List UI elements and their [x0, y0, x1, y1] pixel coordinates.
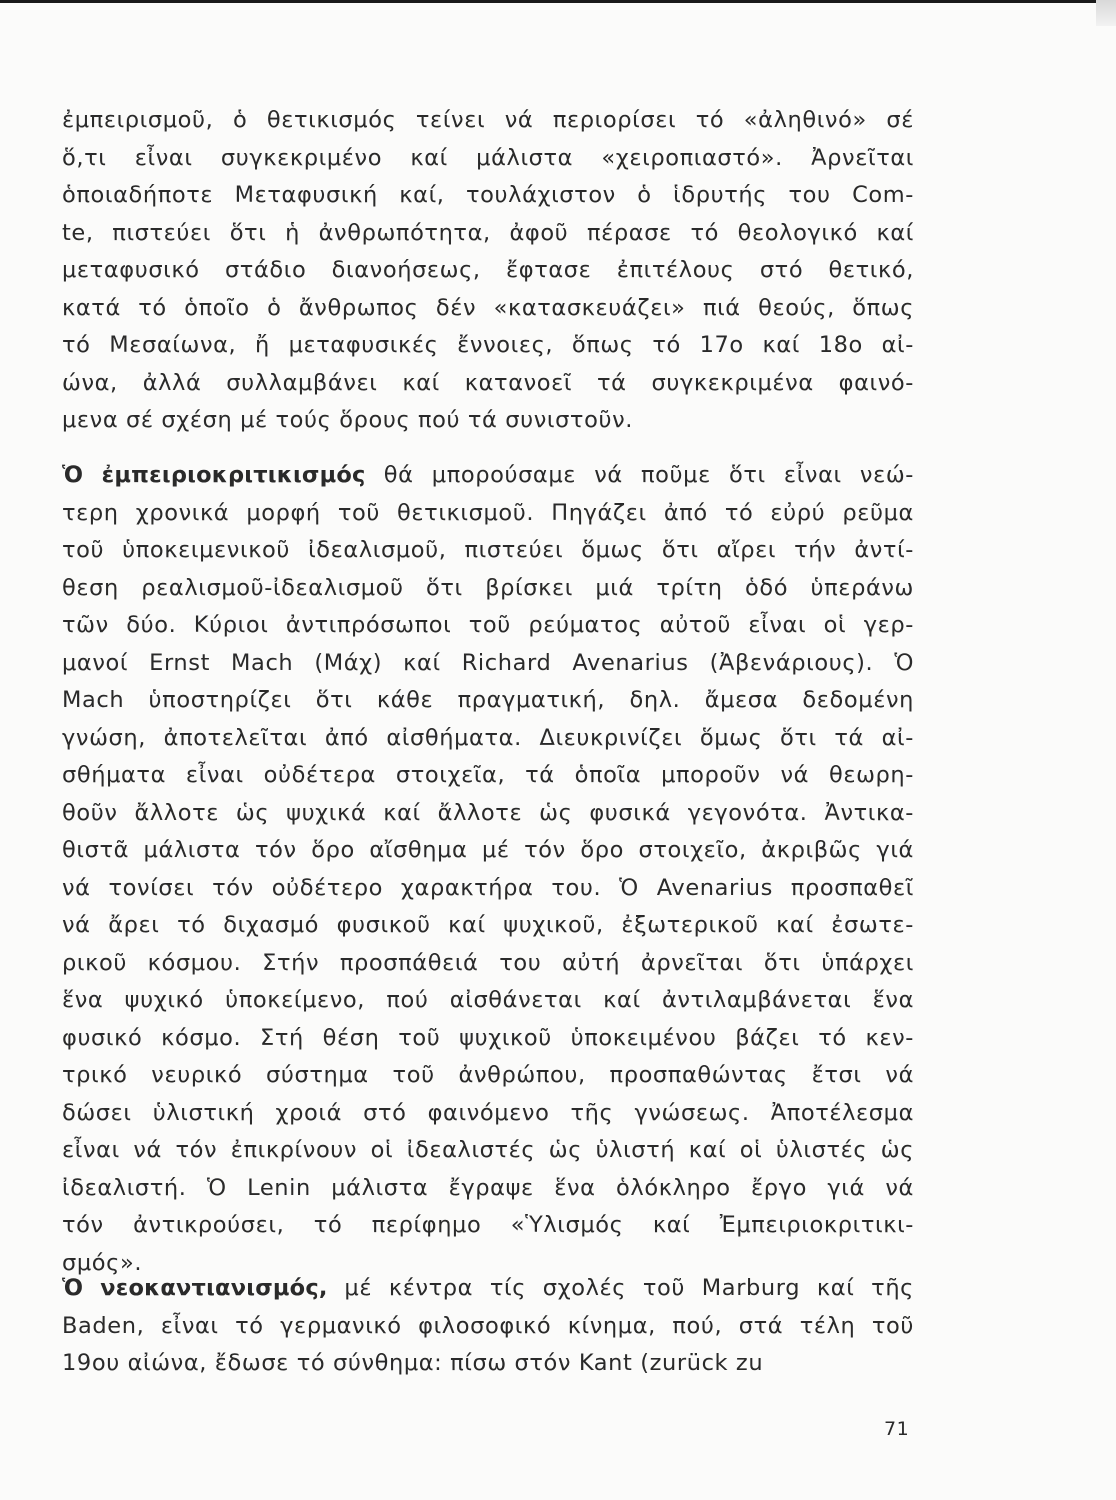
text-line — [62, 1170, 914, 1208]
page-number: 71 — [884, 1418, 910, 1440]
text-line — [62, 570, 914, 608]
text-line — [62, 1345, 914, 1383]
text-line — [62, 402, 914, 440]
line-text: δώσει ὑλιστική χροιά στό φαινόμενο τῆς γνώσεως. Ἀποτέλεσμα — [62, 1099, 914, 1126]
section-heading-term: Ὁ νεοκαντιανισμός, — [62, 1275, 328, 1301]
text-line — [62, 290, 914, 328]
paragraph-empiriocriticism — [62, 457, 914, 1282]
line-text: μεταφυσικό στάδιο διανοήσεως, ἔφτασε ἐπιτέλους στό θετικό, — [62, 257, 914, 283]
line-text: θά μπορούσαμε νά ποῦμε ὅτι εἶναι νεώ- — [365, 462, 915, 488]
line-text: φυσικό κόσμο. Στή θέση τοῦ ψυχικοῦ ὑποκειμένου βάζει τό κεν- — [62, 1024, 914, 1051]
text-line — [62, 327, 914, 365]
line-text: εἶναι νά τόν ἐπικρίνουν οἱ ἰδεαλιστές ὡς ὑλιστή καί οἱ ὑλιστές ὡς — [62, 1137, 914, 1163]
text-line — [62, 532, 914, 570]
text-line — [62, 1095, 914, 1133]
text-line — [62, 945, 914, 983]
line-text: 19ου αἰώνα, ἔδωσε τό σύνθημα: πίσω στόν Kant (zurück zu — [62, 1350, 764, 1376]
line-text: ὅ,τι εἶναι συγκεκριμένο καί μάλιστα «χειροπιαστό». Ἀρνεῖται — [62, 144, 914, 171]
text-line — [62, 102, 914, 140]
line-text: τερη χρονικά μορφή τοῦ θετικισμοῦ. Πηγάζει ἀπό τό εὐρύ ρεῦμα — [62, 499, 914, 526]
line-text: ὁποιαδήποτε Μεταφυσική καί, τουλάχιστον ὁ ἱδρυτής του Com- — [62, 182, 914, 208]
line-text: γνώση, ἀποτελεῖται ἀπό αἰσθήματα. Διευκρινίζει ὅμως ὅτι τά αἰ- — [62, 724, 914, 751]
text-line — [62, 645, 914, 683]
text-line — [62, 252, 914, 290]
line-text: te, πιστεύει ὅτι ἡ ἀνθρωπότητα, ἀφοῦ πέρασε τό θεολογικό καί — [62, 219, 914, 246]
page-corner-shadow — [1096, 0, 1116, 26]
line-text: Mach ὑποστηρίζει ὅτι κάθε πραγματική, δηλ. ἄμεσα δεδομένη — [62, 687, 914, 713]
text-line — [62, 215, 914, 253]
section-heading-term: Ὁ ἐμπειριοκριτικισμός — [62, 462, 366, 488]
line-text: Baden, εἶναι τό γερμανικό φιλοσοφικό κίνημα, πού, στά τέλη τοῦ — [62, 1312, 914, 1339]
line-text: τρικό νευρικό σύστημα τοῦ ἀνθρώπου, προσπαθώντας ἔτσι νά — [62, 1062, 914, 1088]
line-text: τό Μεσαίωνα, ἤ μεταφυσικές ἔννοιες, ὅπως τό 17ο καί 18ο αἰ- — [62, 332, 914, 358]
line-text: νά τονίσει τόν οὐδέτερο χαρακτήρα του. Ὁ Avenarius προσπαθεῖ — [62, 874, 914, 901]
text-line — [62, 607, 914, 645]
text-line — [62, 1270, 914, 1308]
text-line — [62, 1207, 914, 1245]
paragraph-neokantianism — [62, 1270, 914, 1383]
line-text: κατά τό ὁποῖο ὁ ἄνθρωπος δέν «κατασκευάζει» πιά θεούς, ὅπως — [62, 294, 914, 321]
text-line — [62, 682, 914, 720]
text-line — [62, 177, 914, 215]
line-text: μέ κέντρα τίς σχολές τοῦ Marburg καί τῆς — [327, 1275, 914, 1301]
line-text: σμός». — [62, 1249, 143, 1276]
line-text: θεση ρεαλισμοῦ-ἰδεαλισμοῦ ὅτι βρίσκει μιά τρίτη ὁδό ὑπεράνω — [62, 574, 914, 601]
text-line — [62, 757, 914, 795]
text-line — [62, 140, 914, 178]
line-text: τοῦ ὑποκειμενικοῦ ἰδεαλισμοῦ, πιστεύει ὅμως ὅτι αἴρει τήν ἀντί- — [62, 537, 914, 563]
line-text: σθήματα εἶναι οὐδέτερα στοιχεῖα, τά ὁποῖα μποροῦν νά θεωρη- — [62, 762, 914, 788]
text-line — [62, 982, 914, 1020]
text-line — [62, 795, 914, 833]
text-line — [62, 720, 914, 758]
text-line — [62, 1132, 914, 1170]
text-line — [62, 907, 914, 945]
page-top-edge — [0, 0, 1116, 3]
text-line — [62, 365, 914, 403]
line-text: τόν ἀντικρούσει, τό περίφημο «Ὑλισμός καί Ἐμπειριοκριτικι- — [62, 1212, 914, 1238]
line-text: μενα σέ σχέση μέ τούς ὅρους πού τά συνιστοῦν. — [62, 407, 633, 433]
text-line — [62, 457, 914, 495]
line-text: ρικοῦ κόσμου. Στήν προσπάθειά του αὐτή ἀρνεῖται ὅτι ὑπάρχει — [62, 949, 914, 976]
line-text: ἕνα ψυχικό ὑποκείμενο, πού αἰσθάνεται καί ἀντιλαμβάνεται ἕνα — [62, 987, 914, 1013]
text-line — [62, 1057, 914, 1095]
line-text: ἰδεαλιστή. Ὁ Lenin μάλιστα ἔγραψε ἕνα ὁλόκληρο ἔργο γιά νά — [62, 1174, 914, 1201]
text-line — [62, 1020, 914, 1058]
text-line — [62, 495, 914, 533]
text-line — [62, 832, 914, 870]
line-text: νά ἄρει τό διχασμό φυσικοῦ καί ψυχικοῦ, ἐξωτερικοῦ καί ἐσωτε- — [62, 912, 914, 938]
line-text: θιστᾶ μάλιστα τόν ὅρο αἴσθημα μέ τόν ὅρο στοιχεῖο, ἀκριβῶς γιά — [62, 837, 914, 863]
text-line — [62, 1308, 914, 1346]
paragraph-positivism — [62, 102, 914, 440]
text-line — [62, 870, 914, 908]
line-text: ἐμπειρισμοῦ, ὁ θετικισμός τείνει νά περιορίσει τό «ἀληθινό» σέ — [62, 107, 914, 133]
line-text: θοῦν ἄλλοτε ὡς ψυχικά καί ἄλλοτε ὡς φυσικά γεγονότα. Ἀντικα- — [62, 799, 914, 826]
line-text: τῶν δύο. Κύριοι ἀντιπρόσωποι τοῦ ρεύματος αὐτοῦ εἶναι οἱ γερ- — [62, 612, 914, 638]
line-text: μανοί Ernst Mach (Μάχ) καί Richard Avenarius (Ἀβενάριους). Ὁ — [62, 649, 914, 676]
line-text: ώνα, ἀλλά συλλαμβάνει καί κατανοεῖ τά συγκεκριμένα φαινό- — [62, 369, 914, 396]
